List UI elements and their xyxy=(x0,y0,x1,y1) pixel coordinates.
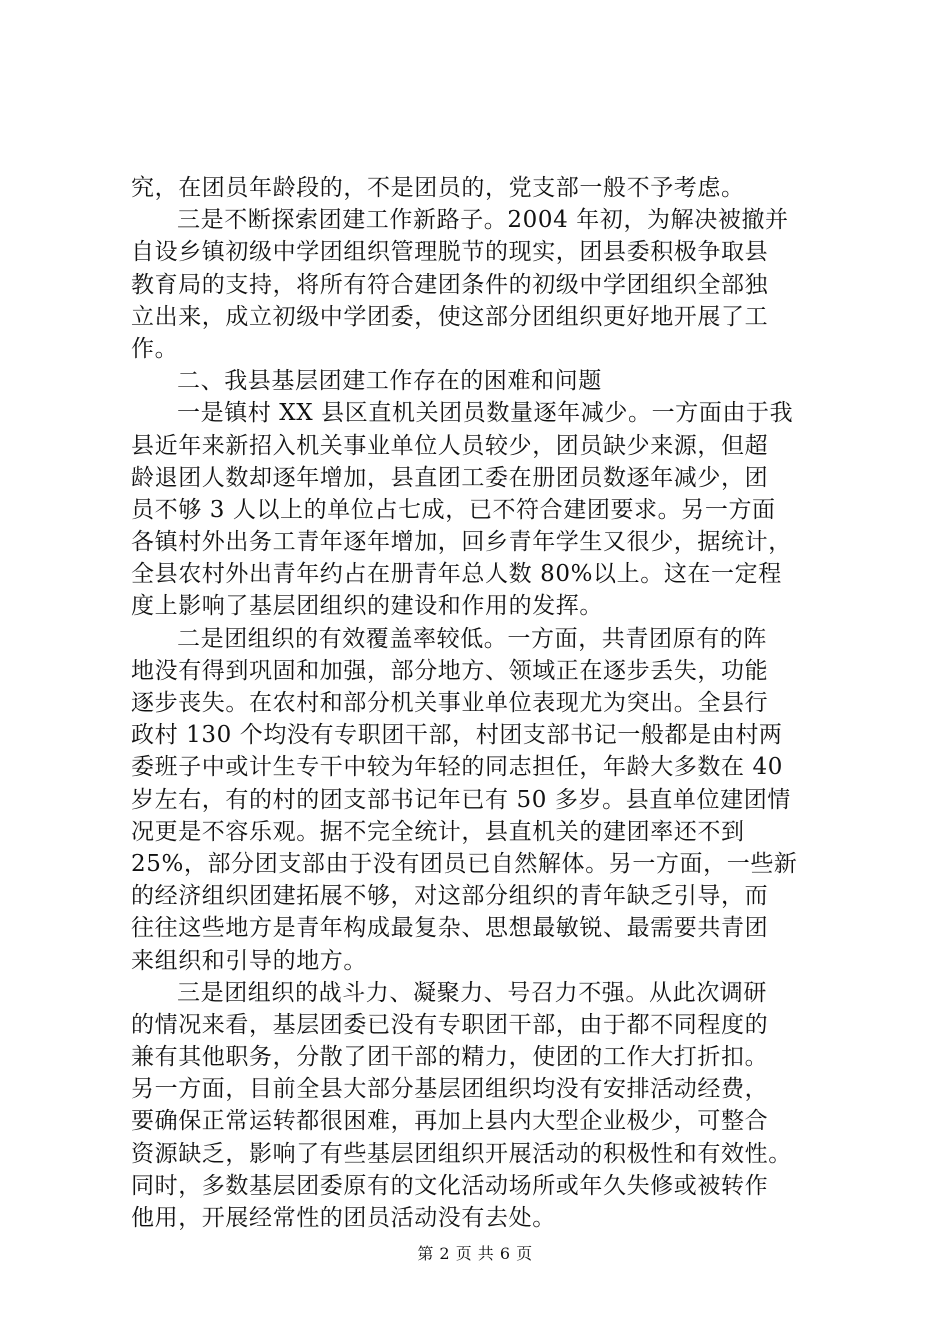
text-line: 龄退团人数却逐年增加，县直团工委在册团员数逐年减少，团 xyxy=(131,464,769,491)
text-line: 各镇村外出务工青年逐年增加，回乡青年学生又很少，据统计， xyxy=(131,529,792,556)
text-line: 县近年来新招入机关事业单位人员较少，团员缺少来源，但超 xyxy=(131,432,769,459)
paragraph xyxy=(131,172,831,204)
paragraph xyxy=(131,623,831,977)
text-line: 他用，开展经常性的团员活动没有去处。 xyxy=(131,1205,556,1231)
paragraph xyxy=(131,977,831,1235)
text-line: 三是团组织的战斗力、凝聚力、号召力不强。从此次调研 xyxy=(177,979,767,1006)
text-line: 作。 xyxy=(131,335,179,362)
text-line: 况更是不容乐观。据不完全统计，县直机关的建团率还不到 xyxy=(131,818,745,845)
text-line: 的经济组织团建拓展不够，对这部分组织的青年缺乏引导，而 xyxy=(131,883,769,910)
paragraph xyxy=(131,365,831,397)
text-line: 究，在团员年龄段的，不是团员的，党支部一般不予考虑。 xyxy=(131,175,745,201)
text-line: 教育局的支持，将所有符合建团条件的初级中学团组织全部独 xyxy=(131,271,769,298)
text-line: 自设乡镇初级中学团组织管理脱节的现实，团县委积极争取县 xyxy=(131,239,769,266)
text-line: 要确保正常运转都很困难，再加上县内大型企业极少，可整合 xyxy=(131,1108,769,1135)
text-line: 二是团组织的有效覆盖率较低。一方面，共青团原有的阵 xyxy=(177,625,767,652)
text-line: 岁左右，有的村的团支部书记年已有 50 多岁。县直单位建团情 xyxy=(131,786,791,813)
text-line: 二、我县基层团建工作存在的困难和问题 xyxy=(177,368,602,395)
text-line: 委班子中或计生专干中较为年轻的同志担任，年龄大多数在 40 xyxy=(131,754,783,781)
page-number-footer: 第 2 页 共 6 页 xyxy=(417,1244,533,1263)
text-line: 的情况来看，基层团委已没有专职团干部，由于都不同程度的 xyxy=(131,1011,769,1038)
text-line: 立出来，成立初级中学团委，使这部分团组织更好地开展了工 xyxy=(131,303,769,330)
text-line: 度上影响了基层团组织的建设和作用的发挥。 xyxy=(131,593,603,620)
text-line: 另一方面，目前全县大部分基层团组织均没有安排活动经费， xyxy=(131,1076,769,1103)
text-line: 逐步丧失。在农村和部分机关事业单位表现尤为突出。全县行 xyxy=(131,690,769,716)
text-line: 政村 130 个均没有专职团干部，村团支部书记一般都是由村两 xyxy=(131,722,783,749)
text-line: 兼有其他职务，分散了团干部的精力，使团的工作大打折扣。 xyxy=(131,1044,769,1071)
text-line: 一是镇村 XX 县区直机关团员数量逐年减少。一方面由于我 xyxy=(177,400,794,427)
paragraph xyxy=(131,204,831,365)
text-line: 25%，部分团支部由于没有团员已自然解体。另一方面，一些新 xyxy=(131,850,798,877)
text-line: 往往这些地方是青年构成最复杂、思想最敏锐、最需要共青团 xyxy=(131,915,769,942)
paragraph xyxy=(131,397,831,622)
document-body xyxy=(131,172,831,1234)
text-line: 三是不断探索团建工作新路子。2004 年初，为解决被撤并 xyxy=(177,207,789,234)
text-line: 来组织和引导的地方。 xyxy=(131,947,367,974)
text-line: 全县农村外出青年约占在册青年总人数 80%以上。这在一定程 xyxy=(131,561,782,588)
text-line: 资源缺乏，影响了有些基层团组织开展活动的积极性和有效性。 xyxy=(131,1140,792,1167)
text-line: 员不够 3 人以上的单位占七成，已不符合建团要求。另一方面 xyxy=(131,496,776,523)
text-line: 地没有得到巩固和加强，部分地方、领域正在逐步丢失，功能 xyxy=(131,657,769,684)
text-line: 同时，多数基层团委原有的文化活动场所或年久失修或被转作 xyxy=(131,1172,769,1199)
